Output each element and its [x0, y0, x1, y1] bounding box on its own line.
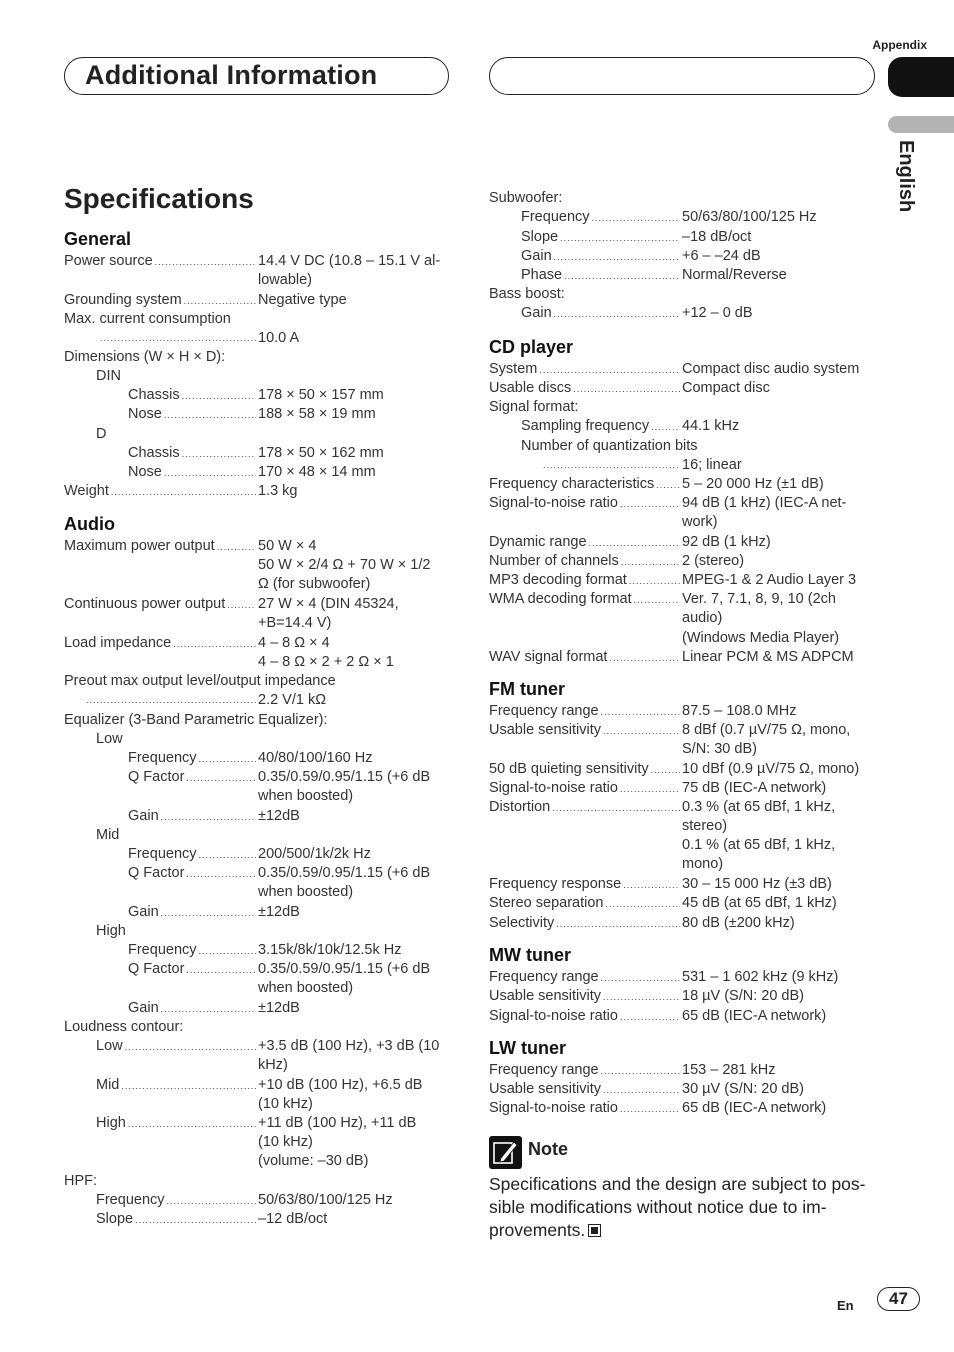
page-number: 47	[877, 1287, 920, 1311]
spec-row-eq-mid: Mid	[96, 827, 120, 843]
appendix-label: Appendix	[872, 38, 927, 52]
page-title: Specifications	[64, 183, 254, 214]
note-label: Note	[528, 1139, 568, 1159]
cd-heading: CD player	[489, 337, 574, 357]
chapter-tab	[888, 57, 954, 97]
spec-row-hpf: HPF:	[64, 1173, 98, 1189]
fm-heading: FM tuner	[489, 679, 565, 699]
spec-row-preout-label: Preout max output level/output impedance	[64, 673, 336, 689]
section-title-box	[64, 57, 449, 95]
spec-row-signal-format: Signal format:	[489, 399, 579, 415]
language-code: En	[837, 1298, 854, 1313]
language-tab-bar	[888, 116, 954, 133]
language-label: English	[895, 140, 917, 213]
section-title: Additional Information	[85, 60, 378, 90]
mw-heading: MW tuner	[489, 945, 571, 965]
spec-row-quantization-label: Number of quantization bits	[521, 438, 698, 454]
language-tab	[894, 140, 934, 220]
spec-row-eq-low: Low	[96, 731, 123, 747]
spec-row-equalizer: Equalizer (3-Band Parametric Equalizer):	[64, 712, 328, 728]
spec-row-loudness: Loudness contour:	[64, 1019, 184, 1035]
lw-heading: LW tuner	[489, 1038, 566, 1058]
spec-row-dimensions: Dimensions (W × H × D):	[64, 349, 226, 365]
spec-row-din: DIN	[96, 368, 121, 384]
note-text: Specifications and the design are subject to pos-sible modifications without notice due to im-provements.	[489, 1174, 866, 1240]
end-mark-icon	[588, 1224, 601, 1237]
spec-row-bass-boost: Bass boost:	[489, 286, 565, 302]
spec-row-max-current-label: Max. current consumption	[64, 311, 231, 327]
spec-row-eq-high: High	[96, 923, 126, 939]
spec-row-d: D	[96, 426, 107, 442]
audio-heading: Audio	[64, 514, 115, 534]
general-heading: General	[64, 229, 132, 249]
spec-row-subwoofer: Subwoofer:	[489, 190, 563, 206]
header-empty-box	[489, 57, 875, 95]
note-pen-icon	[489, 1136, 522, 1169]
